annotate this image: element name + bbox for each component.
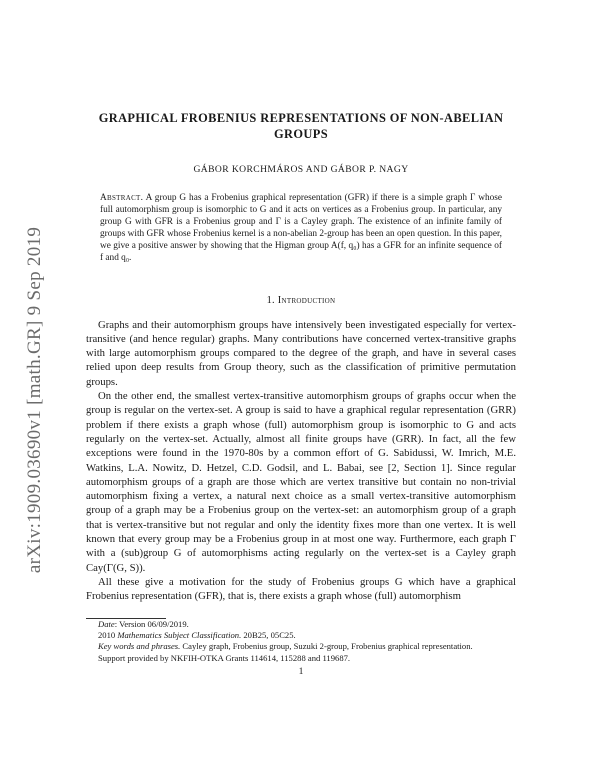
- footnote-keywords: [86, 641, 516, 652]
- date-label: Date: [98, 618, 115, 629]
- abstract: [100, 192, 502, 265]
- paragraph-2: On the other end, the smallest vertex-transitive automorphism groups of graphs occur when the group is regular on the vertex-set. A group is said to have a graphical regular representation (GRR) problem if there exists a graph whose (full) automorphism group is isomorphic to G and acts regularly on the vertex-set. Actually, almost all finite groups have (GRR). In fact, all the few exceptions were found in the 1970-80s by a common effort of G. Sabidussi, W. Imrich, M.E. Watkins, L.A. Nowitz, D. Hetzel, C.D. Godsil, and L. Babai, see [2, Section 1]. Since regular automorphism groups of a graph are those which are vertex transitive but contain no non-trivial automorphism fixing a vertex, a natural next choice as a small vertex-transitive automorphism group of a graph may be a Frobenius group on the vertex-set: an automorphism group of a graph that is vertex-transitive but not regular and only the identity fixes more than one vertex. It is well known that every group may be a Frobenius group in at most one way. Furthermore, each graph Γ with a (sub)group G of automorphisms acting regularly on the vertex-set is a Cayley graph Cay(Γ(G, S)).: [86, 390, 516, 574]
- paragraph-1: Graphs and their automorphism groups have intensively been investigated especially for vertex-transitive (and hence regular) graphs. Many contributions have concerned vertex-transitive graphs with large automorphism groups compared to the degree of the graph, and have in several cases relied upon deep results from Group theory, such as the classification of primitive permutation groups.: [86, 318, 516, 388]
- msc-year: 2010: [98, 629, 118, 640]
- paper-authors: GÁBOR KORCHMÁROS AND GÁBOR P. NAGY: [193, 164, 409, 175]
- abstract-text: A group G has a Frobenius graphical representation (GFR) if there is a simple graph Γ whose full automorphism group is isomorphic to G and it acts on vertices as a Frobenius group. In particular, any group G with GFR is a Frobenius group and Γ is a Cayley graph. The existence of an infinite family of groups with GFR whose Frobenius kernel is a non-abelian 2-group has been an open question. In this paper, we give a positive answer by showing that the Higman group A(f, q₀) has a GFR for an infinite sequence of f and q₀.: [100, 193, 502, 264]
- date-value: : Version 06/09/2019.: [114, 618, 189, 629]
- section-heading: [86, 295, 516, 306]
- keywords-label: Key words and phrases.: [98, 641, 181, 652]
- msc-value: 20B25, 05C25.: [241, 629, 296, 640]
- page-number: 1: [298, 666, 304, 678]
- arxiv-identifier: arXiv:1909.03690v1 [math.GR] 9 Sep 2019: [24, 226, 45, 574]
- page-content: [86, 110, 516, 677]
- keywords-value: Cayley graph, Frobenius group, Suzuki 2-group, Frobenius graphical representation.: [180, 641, 473, 652]
- footnote-msc: [86, 630, 516, 641]
- paragraph-3: All these give a motivation for the study of Frobenius groups G which have a graphical Frobenius representation (GFR), that is, there exists a graph whose (full) automorphism: [86, 575, 516, 603]
- footnote-date: [86, 619, 516, 630]
- arxiv-side-stamp: [0, 140, 70, 660]
- abstract-label: Abstract.: [100, 193, 144, 203]
- msc-label: Mathematics Subject Classification.: [117, 629, 242, 640]
- footnote-support: Support provided by NKFIH-OTKA Grants 114614, 115288 and 119687.: [98, 652, 351, 663]
- section-title: 1. Introduction: [266, 294, 336, 306]
- paper-title: GRAPHICAL FROBENIUS REPRESENTATIONS OF NON-ABELIAN GROUPS: [98, 111, 504, 141]
